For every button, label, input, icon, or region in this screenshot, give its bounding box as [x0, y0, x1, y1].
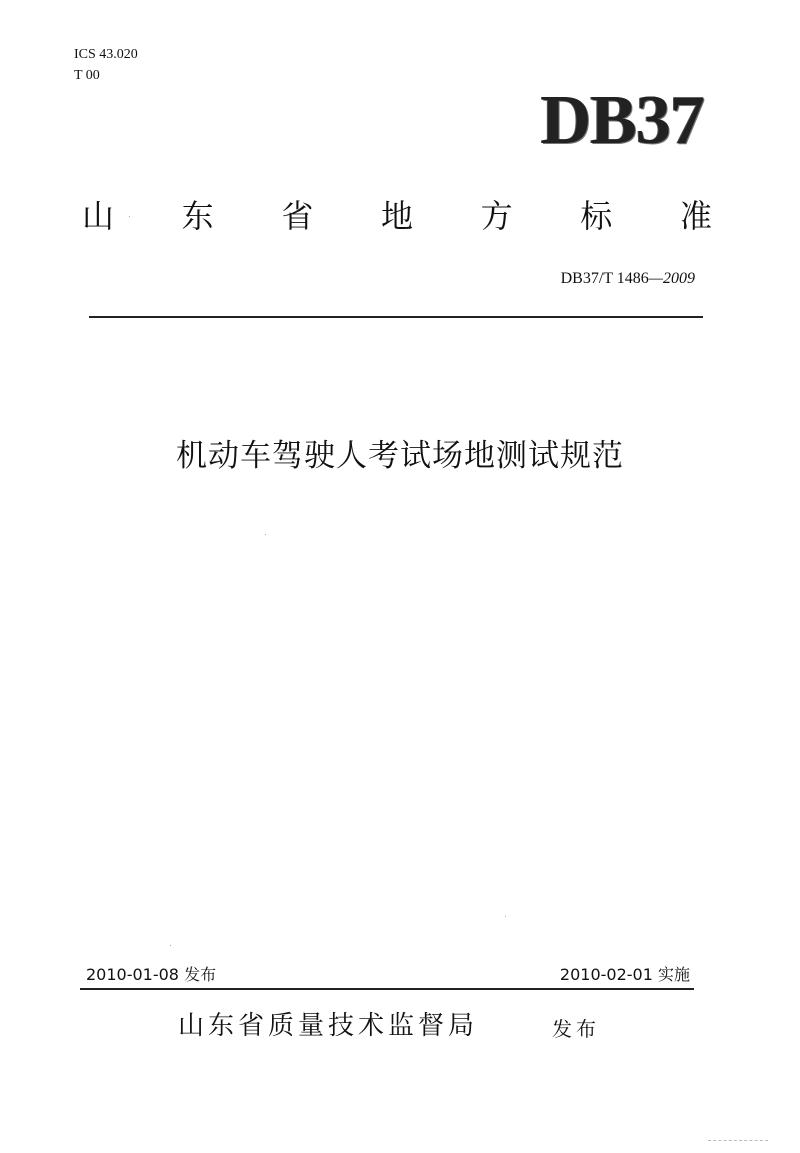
standard-number-dash: — — [648, 270, 663, 287]
standard-code-logo — [540, 82, 704, 159]
category-char: 省 — [281, 197, 314, 235]
standard-number-prefix: DB37/T 1486 — [560, 270, 649, 287]
ics-code: ICS 43.020 — [74, 47, 138, 62]
category-char: 标 — [580, 197, 613, 235]
standard-category — [82, 196, 712, 236]
scan-speck — [265, 534, 266, 535]
issuing-authority-suffix: 发布 — [552, 1017, 600, 1041]
footer-divider — [80, 988, 694, 990]
category-char: 山 — [82, 197, 115, 235]
scan-speck — [129, 216, 130, 217]
ccs-code: T 00 — [74, 68, 100, 83]
standard-code-text: DB37 — [540, 82, 704, 159]
publish-date: 2010-01-08 发布 — [86, 965, 217, 984]
classification-codes — [74, 44, 138, 86]
scan-speck — [505, 916, 506, 917]
category-char: 准 — [679, 197, 712, 235]
scan-speck — [170, 945, 171, 946]
scan-artifact-line — [708, 1140, 768, 1141]
standard-number-year: 2009 — [663, 270, 695, 287]
effective-date: 2010-02-01 实施 — [559, 965, 690, 984]
document-title: 机动车驾驶人考试场地测试规范 — [176, 438, 624, 474]
category-char: 东 — [181, 197, 214, 235]
category-char: 地 — [380, 197, 413, 235]
category-char: 方 — [480, 197, 513, 235]
issuing-authority: 山东省质量技术监督局 — [178, 1011, 479, 1041]
standard-number — [561, 270, 695, 288]
header-divider — [89, 316, 703, 318]
